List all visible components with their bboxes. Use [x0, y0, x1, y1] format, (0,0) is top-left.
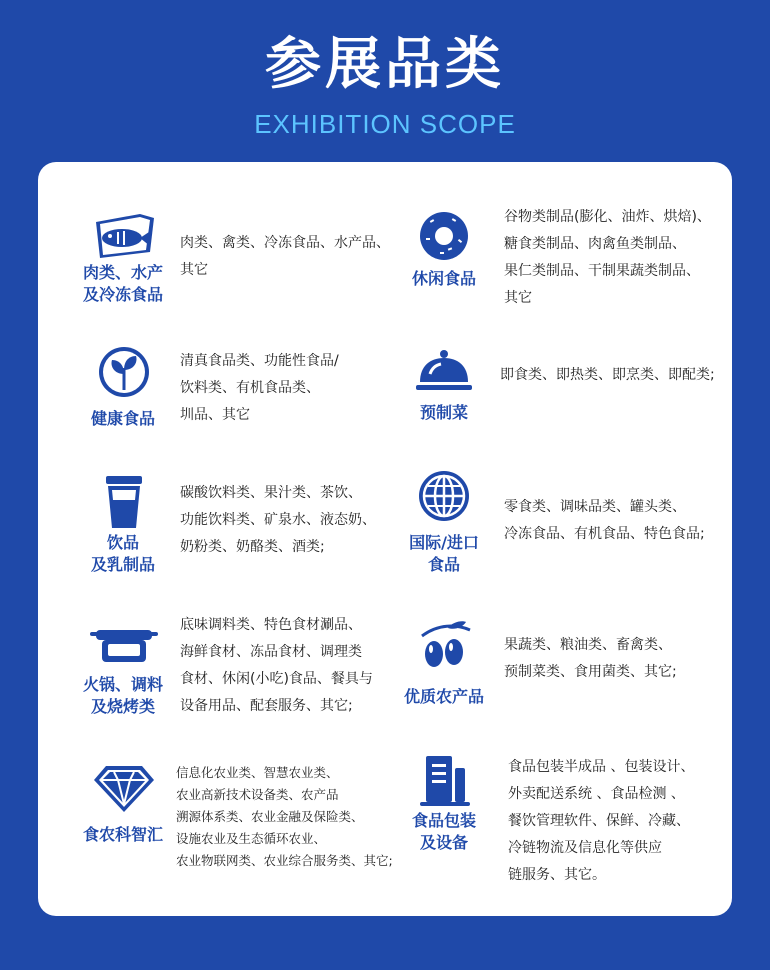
category-description: 肉类、禽类、冷冻食品、水产品、 其它 [180, 235, 390, 278]
fish-icon [88, 208, 160, 264]
page-subtitle: EXHIBITION SCOPE [254, 109, 516, 139]
cup-icon [88, 474, 160, 530]
category-name: 肉类、水产 及冷冻食品 [82, 263, 163, 304]
category-name: 饮品 及乳制品 [90, 533, 155, 574]
cloche-icon [408, 344, 480, 400]
page-title: 参展品类 [265, 32, 505, 97]
header [0, 0, 770, 160]
category-name: 食品包装 及设备 [411, 811, 476, 852]
globe-icon [408, 468, 480, 524]
category-description: 底味调料类、特色食材涮品、 海鲜食材、冻品食材、调理类 食材、休闲(小吃)食品、餐具与 设备用品、配套服务、其它; [180, 617, 373, 714]
category-description: 信息化农业类、智慧农业类、 农业高新技术设备类、农产品 溯源体系类、农业金融及保险类、 设施农业及生态循环农业、 农业物联网类、农业综合服务类、其它; [176, 765, 393, 868]
diamond-icon [88, 760, 160, 816]
category-name: 国际/进口 食品 [409, 533, 479, 574]
category-description: 食品包装半成品 、包装设计、 外卖配送系统 、食品检测 、 餐饮管理软件、保鲜、冷藏、 冷链物流及信息化等供应 链服务、其它。 [508, 759, 695, 883]
category-name: 食农科智汇 [82, 825, 163, 844]
category-description: 碳酸饮料类、果汁类、茶饮、 功能饮料类、矿泉水、液态奶、 奶粉类、奶酪类、酒类; [180, 485, 376, 555]
plant-icon [88, 344, 160, 400]
category-description: 清真食品类、功能性食品/ 饮料类、有机食品类、 圳品、其它 [180, 353, 339, 423]
hotpot-icon [88, 616, 160, 672]
donut-icon [408, 208, 480, 264]
category-name: 预制菜 [419, 403, 468, 422]
package-icon [408, 752, 480, 808]
category-name: 优质农产品 [403, 687, 484, 706]
category-description: 零食类、调味品类、罐头类、 冷冻食品、有机食品、特色食品; [504, 499, 705, 542]
category-name: 健康食品 [90, 409, 155, 428]
categories-card [38, 162, 732, 916]
category-name: 火锅、调料 及烧烤类 [82, 675, 163, 716]
category-description: 谷物类制品(膨化、油炸、烘焙)、 糖食类制品、肉禽鱼类制品、 果仁类制品、干制果蔬类制品、 其它 [504, 209, 711, 306]
category-description: 即食类、即热类、即烹类、即配类; [500, 367, 715, 383]
olive-icon [408, 620, 480, 676]
category-description: 果蔬类、粮油类、畜禽类、 预制菜类、食用菌类、其它; [504, 637, 677, 680]
category-name: 休闲食品 [411, 269, 476, 288]
